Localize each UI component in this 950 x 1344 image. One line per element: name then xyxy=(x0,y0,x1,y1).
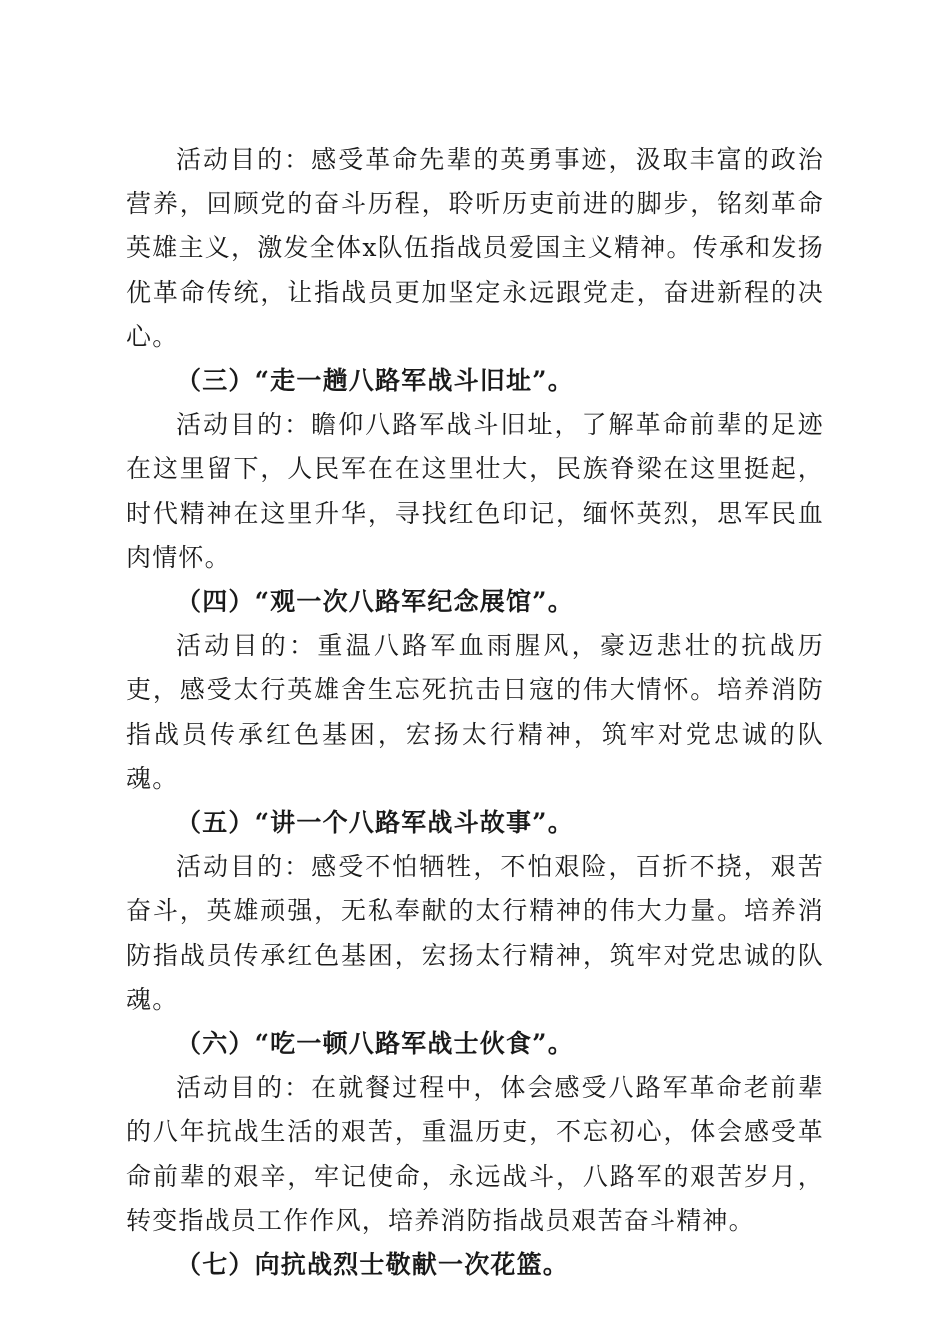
section-heading-3: （三）“走一趟八路军战斗旧址”。 xyxy=(176,366,574,396)
paragraph-purpose-3: 活动目的：瞻仰八路军战斗旧址，了解革命前辈的足迹在这里留下，人民军在在这里壮大，民族脊梁在这里挺起，时代精神在这里升华，寻找红色印记，缅怀英烈，思军民血肉情怀。 xyxy=(126,410,824,572)
paragraph-purpose-6: 活动目的：在就餐过程中，体会感受八路军革命老前辈的八年抗战生活的艰苦，重温历吏，不忘初心，体会感受革命前辈的艰辛，牢记使命，永远战斗，八路军的艰苦岁月，转变指战员工作作风，培养消防指战员艰苦奋斗精神。 xyxy=(126,1073,824,1235)
section-heading-5: （五）“讲一个八路军战斗故事”。 xyxy=(176,808,574,838)
section-heading-4: （四）“观一次八路军纪念展馆”。 xyxy=(176,587,574,617)
section-heading-7: （七）向抗战烈士敬献一次花篮。 xyxy=(176,1250,570,1280)
paragraph-purpose-4: 活动目的：重温八路军血雨腥风，豪迈悲壮的抗战历吏，感受太行英雄舍生忘死抗击日寇的伟大情怀。培养消防指战员传承红色基困，宏扬太行精神，筑牢对党忠诚的队魂。 xyxy=(126,631,824,793)
document-body xyxy=(126,138,824,1287)
paragraph-purpose-1: 活动目的：感受革命先辈的英勇事迹，汲取丰富的政治营养，回顾党的奋斗历程，聆听历吏前进的脚步，铭刻革命英雄主义，激发全体x队伍指战员爱国主义精神。传承和发扬优革命传统，让指战员更加坚定永远跟党走，奋进新程的决心。 xyxy=(126,145,824,351)
section-heading-6: （六）“吃一顿八路军战士伙食”。 xyxy=(176,1029,574,1059)
paragraph-purpose-5: 活动目的：感受不怕牺牲，不怕艰险，百折不挠，艰苦奋斗，英雄顽强，无私奉献的太行精神的伟大力量。培养消防指战员传承红色基困，宏扬太行精神，筑牢对党忠诚的队魂。 xyxy=(126,852,824,1014)
